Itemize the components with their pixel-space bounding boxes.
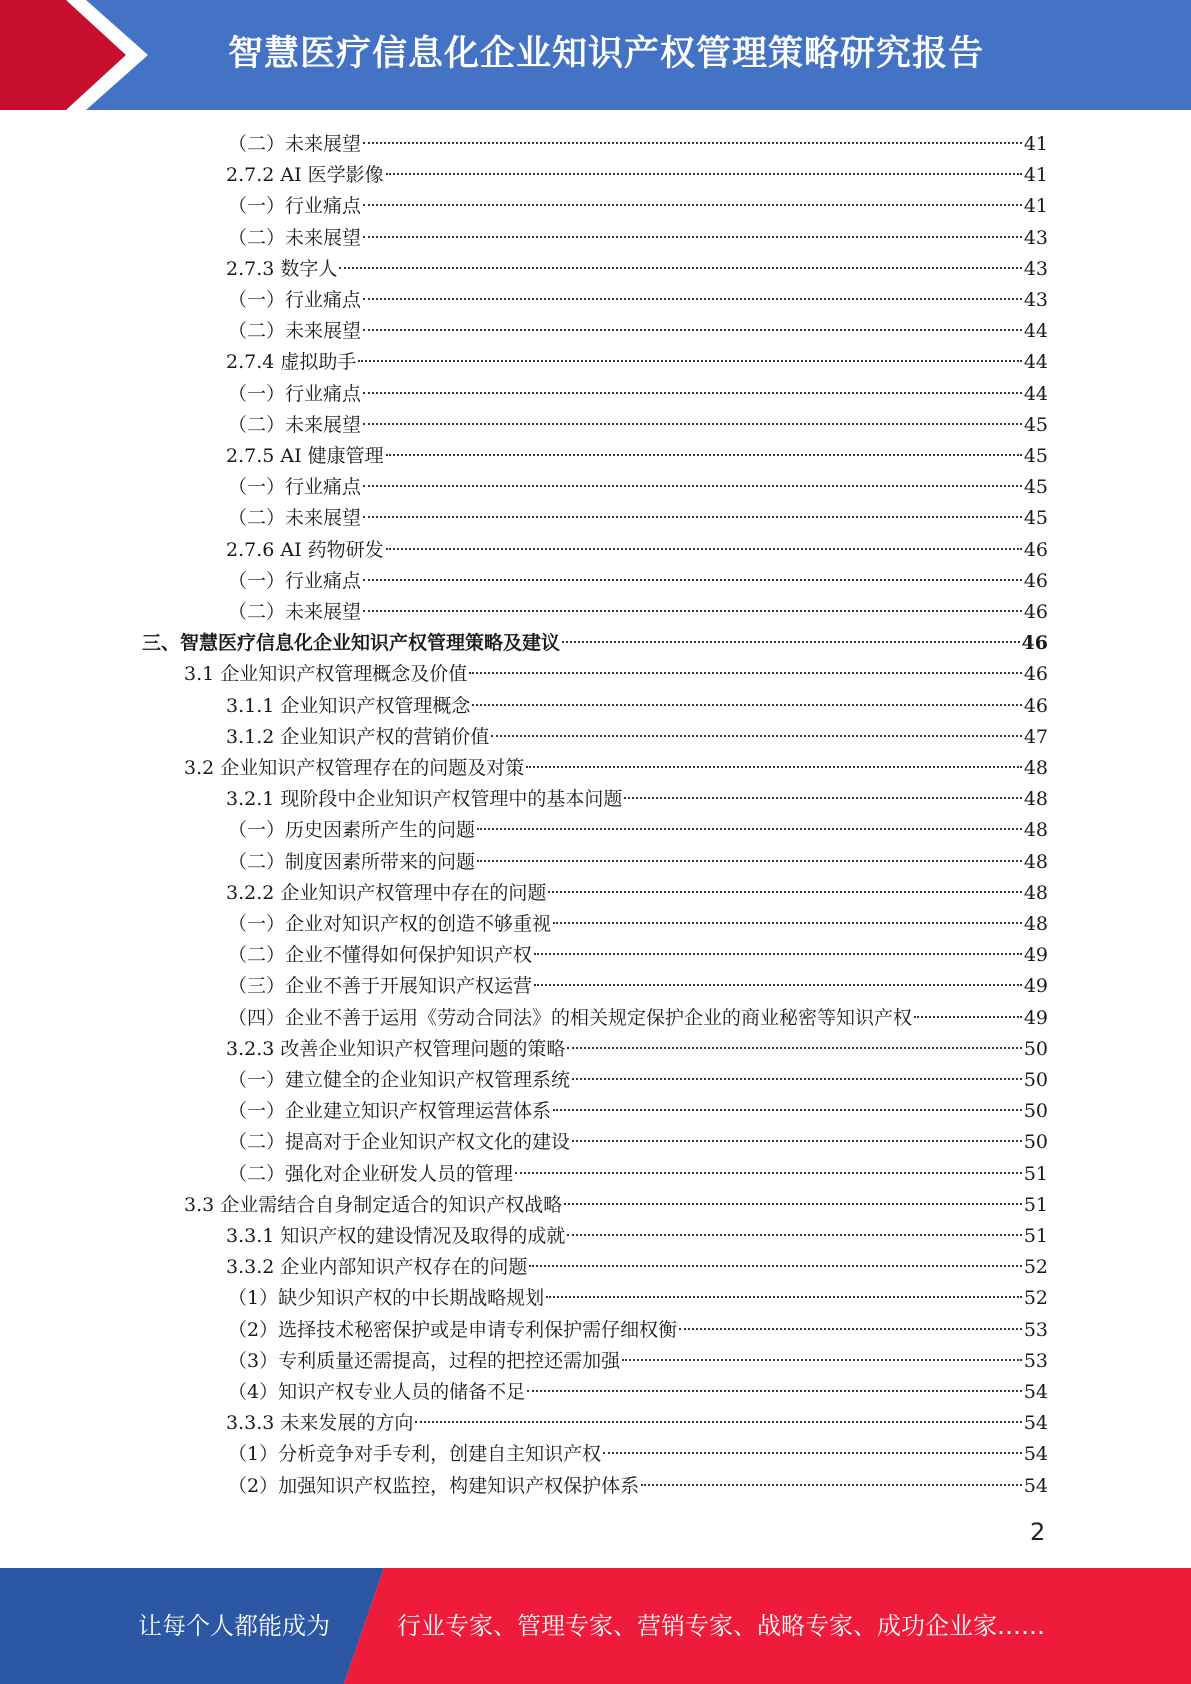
toc-entry-page: 51 [1023, 1162, 1048, 1185]
toc-entry[interactable] [226, 691, 1048, 722]
toc-entry[interactable] [228, 379, 1048, 410]
toc-entry-label: （一）建立健全的企业知识产权管理系统 [228, 1069, 571, 1091]
toc-entry-page: 46 [1023, 538, 1048, 561]
toc-entry[interactable] [228, 223, 1048, 254]
toc-entry[interactable] [228, 909, 1048, 940]
header-banner [0, 0, 1191, 110]
toc-dot-leader [567, 1047, 1021, 1049]
toc-entry-page: 48 [1023, 757, 1048, 779]
toc-entry-page: 41 [1023, 164, 1048, 187]
header-chevron-icon [0, 0, 160, 110]
toc-entry[interactable] [228, 940, 1048, 971]
toc-dot-leader [386, 548, 1022, 550]
toc-dot-leader [415, 1421, 1021, 1423]
toc-entry-page: 49 [1023, 944, 1048, 967]
toc-entry-label: （二）制度因素所带来的问题 [228, 850, 476, 873]
toc-dot-leader [363, 579, 1022, 581]
toc-dot-leader [624, 797, 1021, 799]
toc-dot-leader [363, 610, 1022, 612]
toc-entry-label: （1）缺少知识产权的中长期战略规划 [228, 1287, 545, 1310]
toc-dot-leader [526, 766, 1022, 768]
toc-entry-page: 53 [1023, 1349, 1048, 1372]
toc-entry[interactable] [228, 1471, 1048, 1502]
toc-dot-leader [386, 173, 1022, 175]
toc-entry-label: （一）行业痛点 [228, 289, 362, 311]
toc-dot-leader [548, 891, 1021, 893]
toc-entry[interactable] [228, 1439, 1048, 1470]
toc-dot-leader [534, 953, 1022, 955]
toc-entry[interactable] [226, 784, 1048, 815]
toc-entry[interactable] [228, 971, 1048, 1002]
toc-dot-leader [363, 423, 1022, 425]
toc-entry-label: 2.7.6 AI 药物研发 [226, 538, 384, 561]
toc-entry-label: （2）加强知识产权监控，构建知识产权保护体系 [228, 1474, 640, 1497]
toc-dot-leader [553, 1109, 1022, 1111]
toc-entry-page: 48 [1023, 788, 1048, 811]
toc-dot-leader [477, 860, 1022, 862]
toc-dot-leader [363, 329, 1022, 331]
toc-entry[interactable] [228, 316, 1048, 347]
toc-entry-label: 2.7.2 AI 医学影像 [226, 164, 384, 187]
toc-dot-leader [363, 516, 1022, 518]
toc-entry-label: （一）企业建立知识产权管理运营体系 [228, 1100, 552, 1123]
toc-dot-leader [477, 828, 1022, 830]
toc-entry[interactable] [228, 472, 1048, 503]
toc-entry[interactable] [142, 628, 1048, 659]
toc-entry-label: （四）企业不善于运用《劳动合同法》的相关规定保护企业的商业秘密等知识产权 [228, 1006, 913, 1029]
toc-entry-page: 45 [1023, 476, 1048, 499]
toc-entry-label: （二）企业不懂得如何保护知识产权 [228, 944, 533, 967]
toc-entry-label: （2）选择技术秘密保护或是申请专利保护需仔细权衡 [228, 1318, 678, 1341]
toc-entry-label: 3.2.1 现阶段中企业知识产权管理中的基本问题 [226, 788, 623, 811]
toc-dot-leader [534, 984, 1022, 986]
toc-entry-page: 46 [1023, 663, 1048, 686]
toc-entry-page: 50 [1023, 1037, 1048, 1060]
toc-entry-label: 三、智慧医疗信息化企业知识产权管理策略及建议 [142, 632, 561, 655]
toc-entry-label: （一）行业痛点 [228, 569, 362, 592]
document-title: 智慧医疗信息化企业知识产权管理策略研究报告 [228, 34, 985, 74]
toc-entry-label: （一）历史因素所产生的问题 [228, 819, 476, 842]
toc-entry[interactable] [228, 1065, 1048, 1096]
toc-dot-leader [603, 1452, 1022, 1454]
toc-entry-page: 41 [1023, 133, 1048, 155]
toc-dot-leader [491, 735, 1021, 737]
toc-entry[interactable] [228, 1096, 1048, 1127]
toc-entry-page: 49 [1023, 975, 1048, 998]
toc-dot-leader [622, 1359, 1022, 1361]
toc-dot-leader [914, 1016, 1022, 1018]
toc-dot-leader [679, 1328, 1022, 1330]
toc-entry-label: （一）行业痛点 [228, 476, 362, 499]
toc-entry-label: （二）强化对企业研发人员的管理 [228, 1162, 514, 1185]
toc-entry[interactable] [226, 160, 1048, 191]
toc-dot-leader [567, 1234, 1021, 1236]
toc-dot-leader [386, 454, 1022, 456]
footer-slogan-right: 行业专家、管理专家、营销专家、战略专家、成功企业家…… [397, 1612, 1045, 1640]
toc-entry-page: 51 [1023, 1193, 1048, 1216]
toc-entry-label: （4）知识产权专业人员的储备不足 [228, 1381, 526, 1403]
toc-entry-page: 45 [1023, 445, 1048, 467]
toc-dot-leader [363, 298, 1022, 300]
toc-entry[interactable] [184, 659, 1048, 690]
toc-dot-leader [553, 922, 1022, 924]
toc-entry-page: 41 [1023, 195, 1048, 218]
toc-entry[interactable] [226, 535, 1048, 566]
toc-entry-page: 48 [1023, 913, 1048, 935]
toc-entry-label: 3.1.2 企业知识产权的营销价值 [226, 725, 490, 748]
toc-dot-leader [529, 1265, 1021, 1267]
footer-slogan-left: 让每个人都能成为 [138, 1612, 330, 1640]
toc-dot-leader [363, 142, 1022, 144]
toc-entry[interactable] [226, 441, 1048, 472]
toc-entry[interactable] [228, 285, 1048, 316]
toc-entry-label: （三）企业不善于开展知识产权运营 [228, 975, 533, 998]
toc-entry-page: 49 [1023, 1006, 1048, 1029]
toc-dot-leader [527, 1390, 1022, 1392]
toc-entry-page: 50 [1023, 1069, 1048, 1091]
toc-dot-leader [363, 485, 1022, 487]
toc-dot-leader [641, 1484, 1022, 1486]
toc-entry-label: 2.7.4 虚拟助手 [226, 351, 357, 374]
toc-entry-page: 45 [1023, 413, 1048, 436]
toc-entry[interactable] [226, 1034, 1048, 1065]
toc-entry-label: （二）提高对于企业知识产权文化的建设 [228, 1131, 571, 1154]
toc-entry-page: 44 [1023, 382, 1048, 405]
toc-entry[interactable] [228, 410, 1048, 441]
toc-entry-page: 48 [1023, 881, 1048, 904]
toc-entry-label: 3.2.2 企业知识产权管理中存在的问题 [226, 881, 547, 904]
toc-entry[interactable] [228, 1003, 1048, 1034]
toc-entry[interactable] [184, 753, 1048, 784]
toc-entry-label: 3.1 企业知识产权管理概念及价值 [184, 663, 468, 686]
toc-entry-label: （1）分析竞争对手专利，创建自主知识产权 [228, 1443, 602, 1466]
toc-entry[interactable] [228, 1127, 1048, 1158]
toc-entry[interactable] [228, 1315, 1048, 1346]
toc-entry-page: 44 [1023, 351, 1048, 374]
toc-entry[interactable] [228, 129, 1048, 160]
toc-entry[interactable] [228, 1377, 1048, 1408]
toc-entry[interactable] [226, 1221, 1048, 1252]
toc-entry[interactable] [228, 847, 1048, 878]
toc-entry-label: 2.7.3 数字人 [226, 257, 338, 280]
toc-entry-page: 54 [1023, 1412, 1048, 1435]
toc-entry-label: （3）专利质量还需提高，过程的把控还需加强 [228, 1349, 621, 1372]
toc-entry-label: （一）企业对知识产权的创造不够重视 [228, 913, 552, 935]
toc-entry-page: 45 [1023, 507, 1048, 530]
toc-dot-leader [363, 204, 1022, 206]
toc-entry-label: （一）行业痛点 [228, 195, 362, 218]
toc-entry-page: 52 [1023, 1256, 1048, 1279]
toc-entry[interactable] [228, 815, 1048, 846]
toc-entry[interactable] [226, 878, 1048, 909]
toc-entry[interactable] [228, 1283, 1048, 1314]
toc-entry[interactable] [228, 1346, 1048, 1377]
toc-entry[interactable] [228, 503, 1048, 534]
toc-entry-page: 43 [1023, 226, 1048, 249]
toc-entry-label: 2.7.5 AI 健康管理 [226, 445, 384, 467]
toc-entry-page: 50 [1023, 1131, 1048, 1154]
footer-banner [0, 1568, 1191, 1684]
toc-entry-page: 54 [1023, 1381, 1048, 1403]
toc-entry[interactable] [228, 191, 1048, 222]
toc-entry-page: 48 [1023, 819, 1048, 842]
toc-entry[interactable] [226, 347, 1048, 378]
toc-entry[interactable] [226, 254, 1048, 285]
toc-dot-leader [572, 1140, 1022, 1142]
toc-dot-leader [572, 1078, 1022, 1080]
toc-entry[interactable] [226, 722, 1048, 753]
toc-entry[interactable] [226, 1252, 1048, 1283]
toc-entry[interactable] [226, 1408, 1048, 1439]
toc-entry-page: 46 [1023, 569, 1048, 592]
toc-entry-label: （二）未来展望 [228, 320, 362, 343]
toc-entry-label: 3.2 企业知识产权管理存在的问题及对策 [184, 757, 525, 779]
toc-entry-page: 46 [1023, 601, 1048, 623]
toc-entry-label: 3.3.1 知识产权的建设情况及取得的成就 [226, 1225, 566, 1247]
toc-entry-label: （二）未来展望 [228, 133, 362, 155]
toc-entry-label: （二）未来展望 [228, 601, 362, 623]
toc-entry-page: 53 [1023, 1318, 1048, 1341]
toc-entry-label: 3.3.2 企业内部知识产权存在的问题 [226, 1256, 528, 1279]
toc-entry-page: 47 [1023, 725, 1048, 748]
toc-entry-label: （二）未来展望 [228, 507, 362, 530]
toc-entry-page: 50 [1023, 1100, 1048, 1123]
toc-entry-page: 43 [1023, 257, 1048, 280]
toc-entry-page: 51 [1023, 1225, 1048, 1247]
toc-entry-page: 52 [1023, 1287, 1048, 1310]
toc-dot-leader [562, 641, 1020, 643]
toc-dot-leader [339, 267, 1021, 269]
toc-entry-label: 3.1.1 企业知识产权管理概念 [226, 694, 471, 717]
toc-entry-label: （二）未来展望 [228, 226, 362, 249]
toc-entry-label: （二）未来展望 [228, 413, 362, 436]
toc-entry-page: 44 [1023, 320, 1048, 343]
toc-entry-page: 54 [1023, 1443, 1048, 1466]
toc-entry-page: 48 [1023, 850, 1048, 873]
toc-entry-page: 46 [1021, 632, 1048, 655]
toc-dot-leader [358, 360, 1021, 362]
toc-entry-page: 43 [1023, 289, 1048, 311]
page-number: 2 [1030, 1518, 1046, 1546]
toc-dot-leader [363, 392, 1022, 394]
toc-entry-label: 3.2.3 改善企业知识产权管理问题的策略 [226, 1037, 566, 1060]
toc-dot-leader [546, 1296, 1022, 1298]
toc-entry-label: （一）行业痛点 [228, 382, 362, 405]
toc-entry-page: 54 [1023, 1474, 1048, 1497]
toc-entry-label: 3.3 企业需结合自身制定适合的知识产权战略 [184, 1193, 563, 1216]
toc-entry-page: 46 [1023, 694, 1048, 717]
toc-dot-leader [469, 672, 1022, 674]
toc-entry[interactable] [228, 1159, 1048, 1190]
toc-dot-leader [515, 1172, 1022, 1174]
toc-entry[interactable] [228, 597, 1048, 628]
toc-dot-leader [363, 236, 1022, 238]
toc-dot-leader [472, 704, 1021, 706]
toc-entry[interactable] [184, 1190, 1048, 1221]
toc-entry[interactable] [228, 566, 1048, 597]
toc-dot-leader [564, 1203, 1022, 1205]
toc-entry-label: 3.3.3 未来发展的方向 [226, 1412, 414, 1435]
